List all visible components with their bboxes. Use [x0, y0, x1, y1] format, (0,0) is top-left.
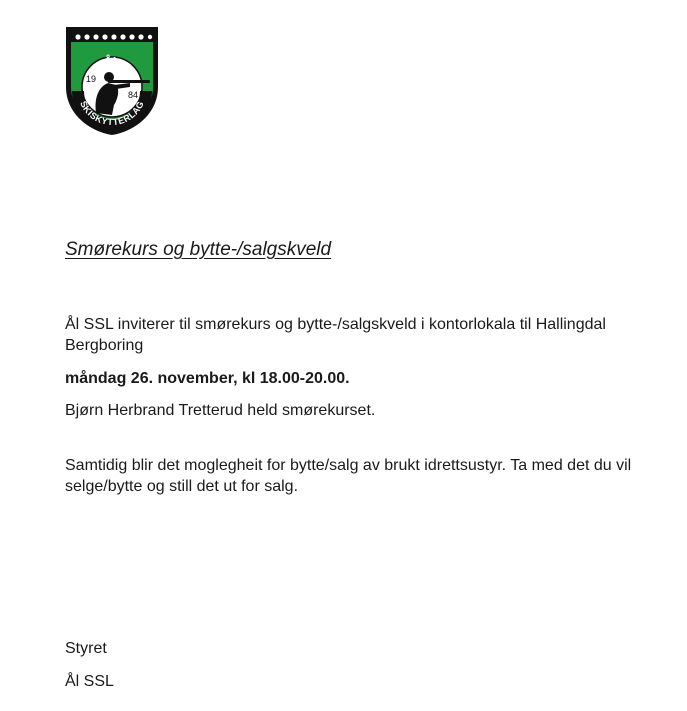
event-date-line: måndag 26. november, kl 18.00-20.00. — [65, 370, 350, 387]
invitation-paragraph: Ål SSL inviterer til smørekurs og bytte-/salgskveld i kontorlokala til Hallingdal Bergboring — [65, 316, 606, 354]
logo-year-left: 19 — [86, 74, 97, 84]
signature-board: Styret — [65, 640, 107, 657]
instructor-paragraph: Bjørn Herbrand Tretterud held smørekurset. — [65, 402, 376, 419]
club-logo — [64, 25, 160, 137]
letter-heading: Smørekurs og bytte-/salgskveld — [65, 239, 332, 260]
swap-sale-paragraph: Samtidig blir det moglegheit for bytte/salg av brukt idrettsustyr. Ta med det du vil selge/bytte og still det ut for salg. — [65, 457, 632, 495]
signature-club: Ål SSL — [65, 673, 114, 690]
logo-year-right: 84 — [128, 90, 139, 100]
logo-top-text: ÅL — [103, 54, 121, 69]
logo-ring-text: SKISKYTTERLAG — [78, 99, 146, 128]
